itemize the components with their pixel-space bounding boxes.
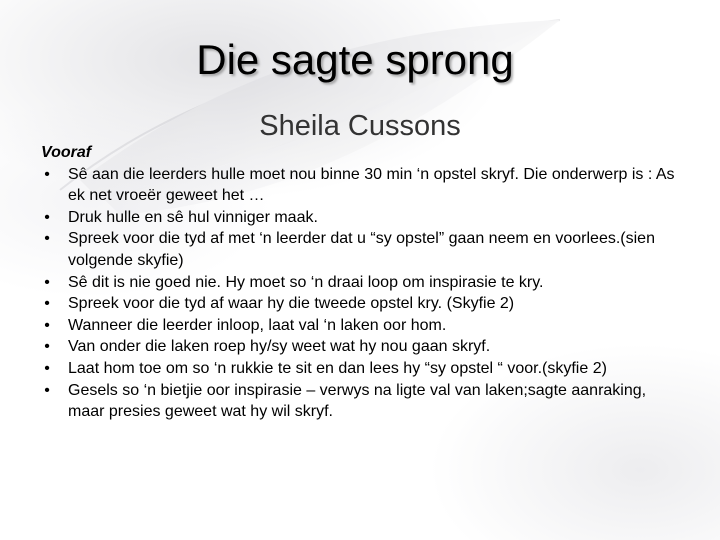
list-item — [41, 293, 681, 315]
bullet-icon: • — [44, 338, 50, 356]
bullet-icon: • — [44, 230, 50, 248]
bullet-icon: • — [44, 208, 50, 226]
bullet-icon: • — [44, 316, 50, 334]
list-item-text: Spreek voor die tyd af waar hy die tweede opstel kry. (Skyfie 2) — [68, 295, 515, 313]
list-item-text: Druk hulle en sê hul vinniger maak. — [68, 208, 318, 226]
list-item-text: Wanneer die leerder inloop, laat val ‘n laken oor hom. — [68, 316, 447, 334]
bullet-icon: • — [44, 165, 50, 183]
list-item — [41, 315, 681, 337]
list-item — [41, 380, 681, 423]
list-item-text: Sê aan die leerders hulle moet nou binne 30 min ‘n opstel skryf. Die onderwerp is : As ek net vroeër geweet het … — [68, 165, 675, 205]
bullet-icon: • — [44, 295, 50, 313]
bullet-icon: • — [44, 381, 50, 399]
list-item — [41, 164, 681, 207]
slide-body — [41, 142, 681, 423]
bullet-list — [41, 164, 681, 423]
list-item-text: Van onder die laken roep hy/sy weet wat hy nou gaan skryf. — [68, 338, 491, 356]
bullet-icon: • — [44, 273, 50, 291]
list-item-text: Laat hom toe om so ‘n rukkie te sit en dan lees hy “sy opstel “ voor.(skyfie 2) — [68, 359, 607, 377]
list-item — [41, 207, 681, 229]
bullet-icon: • — [44, 359, 50, 377]
slide-title: Die sagte sprong — [196, 36, 514, 83]
section-heading: Vooraf — [41, 144, 92, 161]
list-item — [41, 228, 681, 271]
slide-subtitle: Sheila Cussons — [259, 110, 461, 142]
list-item — [41, 358, 681, 380]
list-item — [41, 272, 681, 294]
list-item-text: Gesels so ‘n bietjie oor inspirasie – verwys na ligte val van laken;sagte aanraking, maar presies geweet wat hy wil skryf. — [68, 381, 647, 421]
list-item — [41, 336, 681, 358]
list-item-text: Spreek voor die tyd af met ‘n leerder dat u “sy opstel” gaan neem en voorlees.(sien volgende skyfie) — [68, 230, 655, 269]
list-item-text: Sê dit is nie goed nie. Hy moet so ‘n draai loop om inspirasie te kry. — [68, 273, 544, 291]
